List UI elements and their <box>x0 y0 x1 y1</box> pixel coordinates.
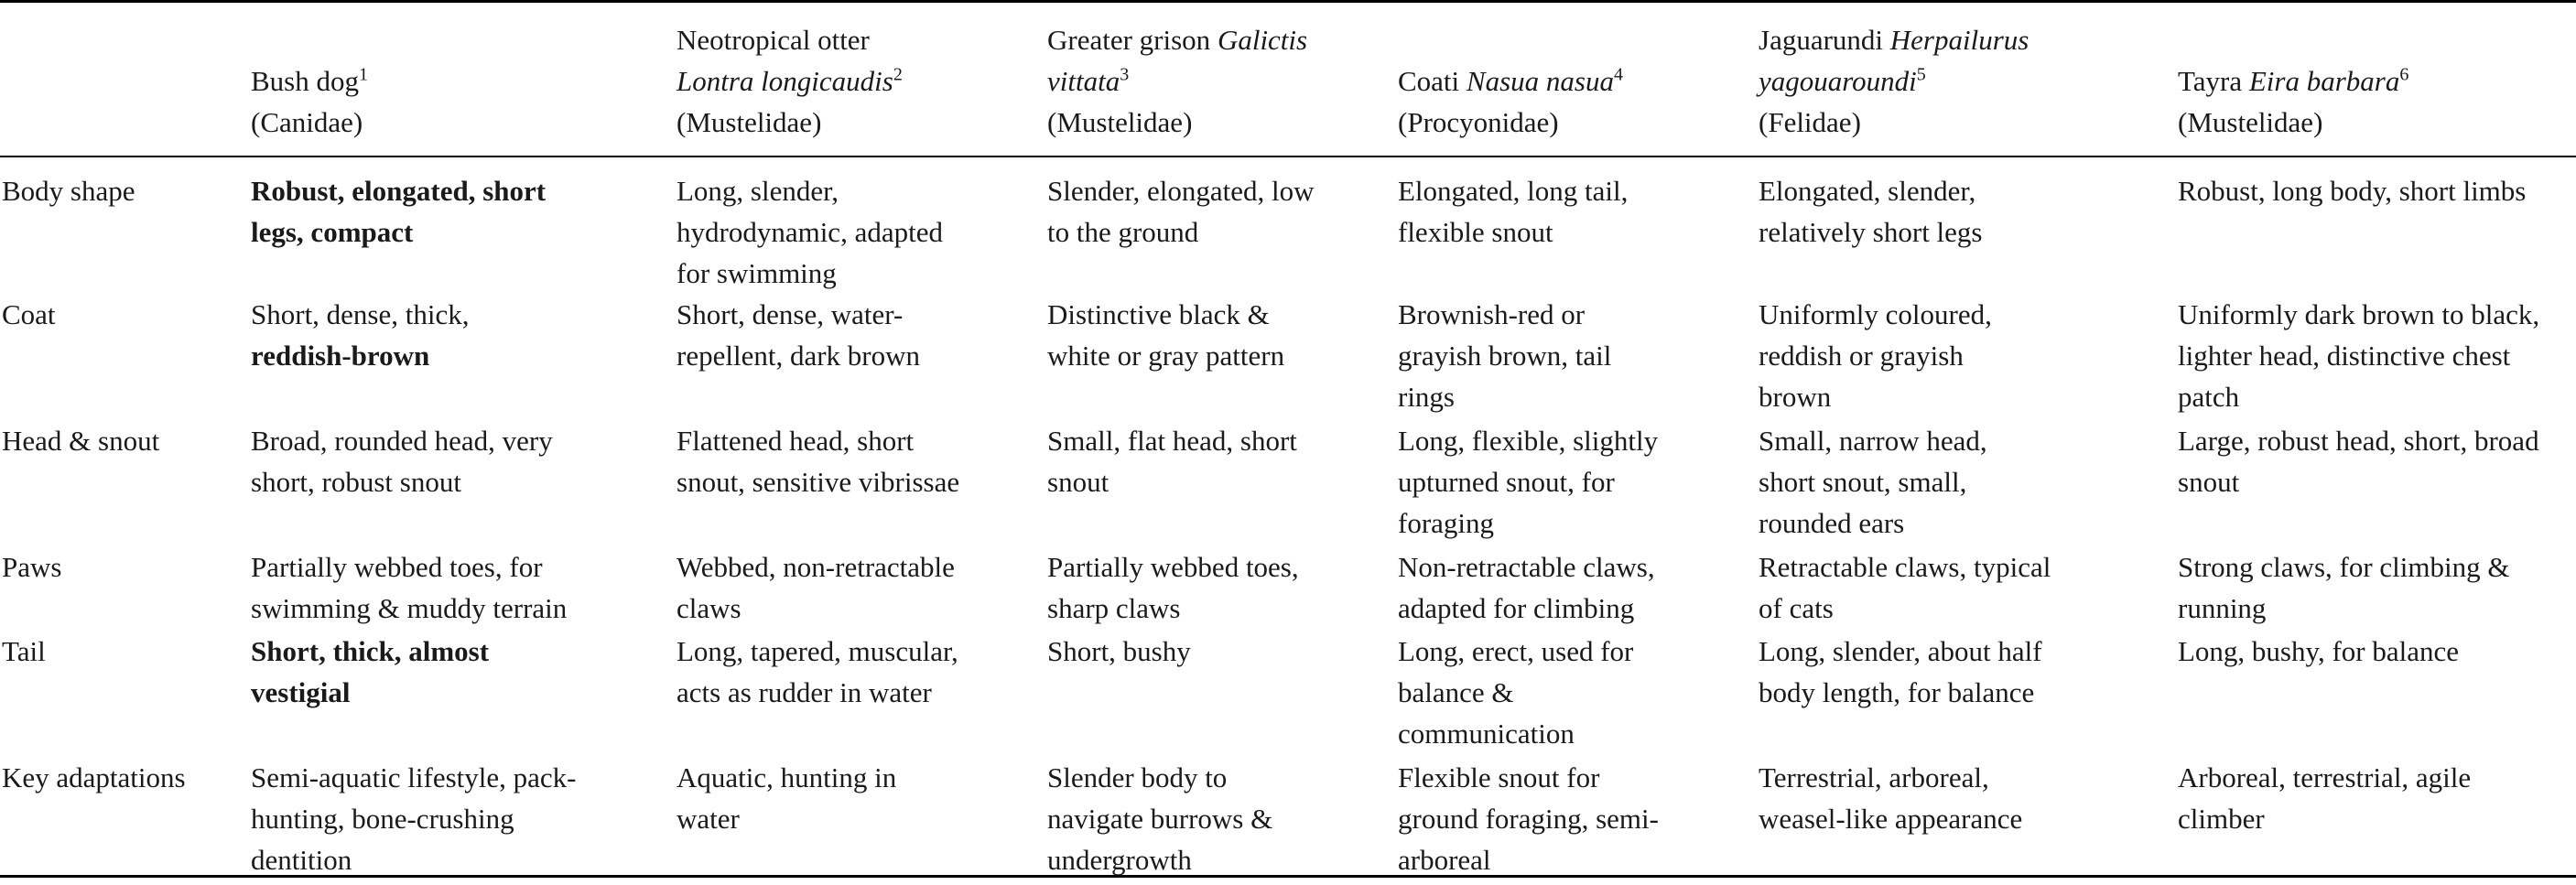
cell-line: patch <box>2178 381 2240 413</box>
header-family: (Procyonidae) <box>1398 106 1559 138</box>
header-name: Tayra <box>2178 65 2243 97</box>
cell-line: relatively short legs <box>1759 216 1983 248</box>
table-cell <box>1759 294 2178 420</box>
cell-line: of cats <box>1759 592 1834 624</box>
footnote-marker: 4 <box>1613 64 1623 85</box>
table-row-coat <box>0 294 2576 420</box>
cell-line: brown <box>1759 381 1832 413</box>
cell-line: reddish or grayish <box>1759 340 1964 372</box>
table-cell <box>2178 156 2576 294</box>
cell-line: to the ground <box>1047 216 1199 248</box>
cell-line: running <box>2178 592 2267 624</box>
row-label: Body shape <box>2 175 135 207</box>
cell-line: repellent, dark brown <box>676 340 920 372</box>
cell-line: navigate burrows & <box>1047 803 1273 835</box>
cell-line: acts as rudder in water <box>676 676 932 708</box>
cell-line: snout <box>1047 466 1109 498</box>
cell-line: Small, flat head, short <box>1047 425 1297 457</box>
cell-line: Long, tapered, muscular, <box>676 635 958 667</box>
row-label: Head & snout <box>2 425 160 457</box>
header-neotropical-otter <box>676 0 1047 156</box>
header-greater-grison <box>1047 0 1398 156</box>
footnote-marker: 2 <box>893 64 903 85</box>
cell-line: vestigial <box>251 676 351 708</box>
header-scientific-name: Lontra longicaudis <box>676 65 893 97</box>
table-cell <box>2178 420 2576 546</box>
table-cell <box>1759 546 2178 631</box>
table-cell <box>251 546 676 631</box>
table-cell <box>1398 631 1759 757</box>
table-cell <box>251 294 676 420</box>
cell-line: Elongated, long tail, <box>1398 175 1629 207</box>
cell-line: snout <box>2178 466 2240 498</box>
cell-line: undergrowth <box>1047 844 1192 876</box>
header-bush-dog <box>251 0 676 156</box>
cell-line: Distinctive black & <box>1047 298 1270 330</box>
cell-line: foraging <box>1398 507 1495 539</box>
footnote-marker: 5 <box>1916 64 1926 85</box>
row-label: Coat <box>2 298 56 330</box>
header-name: Coati <box>1398 65 1460 97</box>
table-row-paws <box>0 546 2576 631</box>
header-scientific-species: yagouaroundi <box>1759 65 1917 97</box>
cell-line: grayish brown, tail <box>1398 340 1612 372</box>
cell-line: Robust, elongated, short <box>251 175 547 207</box>
cell-line: Uniformly coloured, <box>1759 298 1992 330</box>
cell-line: Short, dense, thick, <box>251 298 470 330</box>
table-cell <box>251 757 676 885</box>
cell-line: Semi-aquatic lifestyle, pack- <box>251 761 577 793</box>
table-cell <box>1047 631 1398 757</box>
table-cell <box>251 631 676 757</box>
header-name: Neotropical otter <box>676 24 870 56</box>
cell-line: Webbed, non-retractable <box>676 551 955 583</box>
table-cell <box>2178 546 2576 631</box>
cell-line: climber <box>2178 803 2265 835</box>
cell-line: Non-retractable claws, <box>1398 551 1655 583</box>
cell-line: flexible snout <box>1398 216 1553 248</box>
table-cell <box>676 294 1047 420</box>
cell-line: Long, slender, <box>676 175 839 207</box>
table-cell <box>2178 294 2576 420</box>
header-row <box>0 0 2576 156</box>
cell-line: Broad, rounded head, very <box>251 425 553 457</box>
table-cell <box>676 420 1047 546</box>
table-row-body-shape <box>0 156 2576 294</box>
table-cell <box>1398 757 1759 885</box>
header-name: Greater grison <box>1047 24 1211 56</box>
cell-line: reddish-brown <box>251 340 430 372</box>
row-label: Paws <box>2 551 62 583</box>
footnote-marker: 1 <box>359 64 368 85</box>
table-cell <box>1047 420 1398 546</box>
row-label: Tail <box>2 635 46 667</box>
footnote-marker: 6 <box>2399 64 2409 85</box>
footnote-marker: 3 <box>1120 64 1130 85</box>
cell-line: Strong claws, for climbing & <box>2178 551 2510 583</box>
cell-line: white or gray pattern <box>1047 340 1285 372</box>
table-cell <box>1759 156 2178 294</box>
cell-line: Aquatic, hunting in <box>676 761 897 793</box>
header-name: Bush dog <box>251 65 359 97</box>
table-cell <box>251 420 676 546</box>
header-name: Jaguarundi <box>1759 24 1884 56</box>
cell-line: claws <box>676 592 741 624</box>
header-empty-cell <box>0 0 251 156</box>
table-cell <box>676 757 1047 885</box>
cell-line: lighter head, distinctive chest <box>2178 340 2511 372</box>
cell-line: weasel-like appearance <box>1759 803 2023 835</box>
header-family: (Mustelidae) <box>676 106 822 138</box>
cell-line: dentition <box>251 844 352 876</box>
header-coati <box>1398 0 1759 156</box>
cell-line: hydrodynamic, adapted <box>676 216 943 248</box>
cell-line: Large, robust head, short, broad <box>2178 425 2539 457</box>
table-cell <box>2178 631 2576 757</box>
cell-line: short snout, small, <box>1759 466 1967 498</box>
cell-line: Partially webbed toes, <box>1047 551 1299 583</box>
cell-line: ground foraging, semi- <box>1398 803 1659 835</box>
cell-line: Brownish-red or <box>1398 298 1586 330</box>
table-cell <box>1398 546 1759 631</box>
cell-line: Small, narrow head, <box>1759 425 1987 457</box>
table-row-key-adaptations <box>0 757 2576 885</box>
cell-line: Robust, long body, short limbs <box>2178 175 2527 207</box>
table-cell <box>1047 546 1398 631</box>
cell-line: snout, sensitive vibrissae <box>676 466 960 498</box>
cell-line: hunting, bone-crushing <box>251 803 514 835</box>
cell-line: arboreal <box>1398 844 1491 876</box>
cell-line: balance & <box>1398 676 1514 708</box>
cell-line: Short, thick, almost <box>251 635 490 667</box>
header-tayra <box>2178 0 2576 156</box>
cell-line: Long, flexible, slightly <box>1398 425 1659 457</box>
table-cell <box>1047 156 1398 294</box>
cell-line: body length, for balance <box>1759 676 2035 708</box>
header-family: (Mustelidae) <box>2178 106 2323 138</box>
table-row-head-snout <box>0 420 2576 546</box>
table-cell <box>1398 420 1759 546</box>
cell-line: Uniformly dark brown to black, <box>2178 298 2540 330</box>
table-cell <box>1759 757 2178 885</box>
cell-line: swimming & muddy terrain <box>251 592 568 624</box>
table-cell <box>1047 294 1398 420</box>
cell-line: Terrestrial, arboreal, <box>1759 761 1989 793</box>
table-cell <box>1398 294 1759 420</box>
cell-line: Flattened head, short <box>676 425 915 457</box>
cell-line: Retractable claws, typical <box>1759 551 2051 583</box>
cell-line: Long, bushy, for balance <box>2178 635 2460 667</box>
cell-line: upturned snout, for <box>1398 466 1615 498</box>
cell-line: short, robust snout <box>251 466 461 498</box>
cell-line: rings <box>1398 381 1455 413</box>
header-scientific-genus: Galictis <box>1217 24 1308 56</box>
header-family: (Canidae) <box>251 106 363 138</box>
table-cell <box>1759 420 2178 546</box>
table-cell <box>676 546 1047 631</box>
cell-line: rounded ears <box>1759 507 1905 539</box>
cell-line: Long, slender, about half <box>1759 635 2042 667</box>
header-scientific-name: Eira barbara <box>2248 65 2400 97</box>
table-cell <box>1047 757 1398 885</box>
cell-line: Short, dense, water- <box>676 298 904 330</box>
table-cell <box>251 156 676 294</box>
cell-line: Short, bushy <box>1047 635 1191 667</box>
header-family: (Felidae) <box>1759 106 1861 138</box>
cell-line: legs, compact <box>251 216 414 248</box>
header-family: (Mustelidae) <box>1047 106 1193 138</box>
cell-line: Flexible snout for <box>1398 761 1600 793</box>
cell-line: Long, erect, used for <box>1398 635 1634 667</box>
header-jaguarundi <box>1759 0 2178 156</box>
cell-line: Partially webbed toes, for <box>251 551 543 583</box>
cell-line: for swimming <box>676 257 837 289</box>
header-scientific-genus: Herpailurus <box>1889 24 2029 56</box>
cell-line: communication <box>1398 718 1575 750</box>
table-cell <box>676 156 1047 294</box>
cell-line: adapted for climbing <box>1398 592 1635 624</box>
cell-line: Elongated, slender, <box>1759 175 1976 207</box>
cell-line: sharp claws <box>1047 592 1181 624</box>
table-cell <box>1759 631 2178 757</box>
cell-line: Arboreal, terrestrial, agile <box>2178 761 2472 793</box>
cell-line: Slender body to <box>1047 761 1228 793</box>
cell-line: Slender, elongated, low <box>1047 175 1315 207</box>
table-cell <box>2178 757 2576 885</box>
row-label: Key adaptations <box>2 761 186 793</box>
table-cell <box>676 631 1047 757</box>
header-scientific-species: vittata <box>1047 65 1120 97</box>
header-scientific-name: Nasua nasua <box>1466 65 1614 97</box>
table-row-tail <box>0 631 2576 757</box>
table-cell <box>1398 156 1759 294</box>
cell-line: water <box>676 803 740 835</box>
